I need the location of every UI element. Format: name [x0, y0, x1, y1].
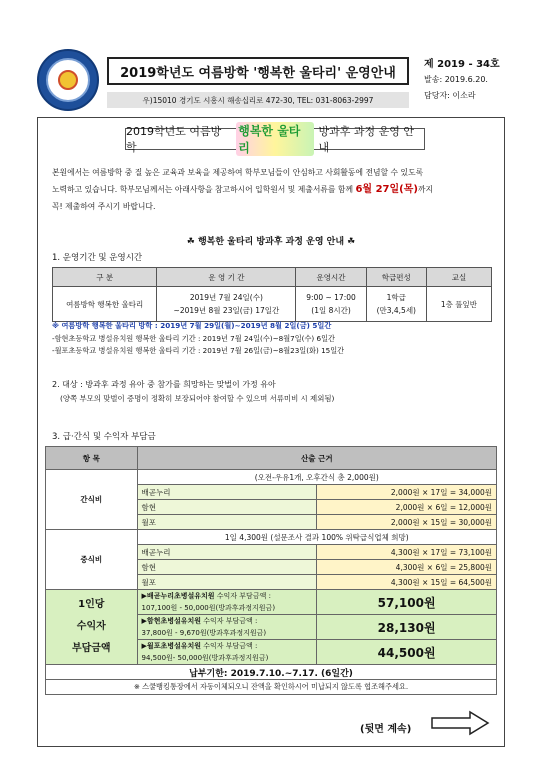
col-item: 항 목: [46, 447, 138, 470]
intro-line-1: 본원에서는 여름방학 중 질 높은 교육과 보육을 제공하여 학부모님들이 안심하고 사회활동에 전념할 수 있도록: [52, 168, 424, 177]
col-class: 학급편성: [366, 268, 426, 287]
section2-heading: 2. 대상 : 방과후 과정 유아 중 참가를 희망하는 맞벌이 가정 유아: [52, 380, 276, 389]
time-cell: 9:00 ~ 17:00 (1일 8시간): [296, 287, 366, 322]
note-wolpo: -월포초등학교 병설유치원 행복한 울타리 기간 : 2019년 7월 26일(금)~8월23일(화) 15일간: [52, 346, 345, 355]
kind-cell: 여름방학 행복한 울타리: [53, 287, 157, 322]
col-basis: 산출 근거: [137, 447, 496, 470]
table-row: 함현 2,000원 × 6일 = 12,000원: [46, 500, 497, 515]
page-title: 2019학년도 여름방학 '행복한 울타리' 운영안내: [107, 57, 409, 85]
per-person-calc: ▶함현초병설유치원 수익자 부담금액 : 37,800원 - 9,670원(방과후과정지원금): [137, 615, 317, 640]
room-cell: 1층 풀잎반: [426, 287, 491, 322]
note-hamhyeon: -함현초등학교 병설유치원 행복한 울타리 기간 : 2019년 7월 24일(수)~8월7일(수) 6일간: [52, 333, 335, 343]
col-time: 운영시간: [296, 268, 366, 287]
snack-note: (오전-우유1개, 오후간식 총 2,000원): [137, 470, 496, 485]
continued-label: (뒷면 계속): [360, 724, 412, 735]
table-row: 월포 4,300원 × 15일 = 64,500원: [46, 575, 497, 590]
intro-paragraph: [52, 164, 492, 215]
fee-table: [45, 446, 497, 695]
table-row: 월포 2,000원 × 15일 = 30,000원: [46, 515, 497, 530]
per-person-amount: 44,500원: [317, 640, 497, 665]
intro-line-3: 꼭! 제출하여 주시기 바랍니다.: [52, 202, 156, 211]
school-address: 우)15010 경기도 시흥시 해송십리로 472-30, TEL: 031-8063-2997: [107, 92, 409, 108]
intro-line-2: 노력하고 있습니다. 학부모님께서는 아래사항을 참고하시어 입학원서 및 제출서류를 함께 6월 27일(목)까지: [52, 184, 434, 195]
col-kind: 구 분: [53, 268, 157, 287]
per-person-calc: ▶월포초병설유치원 수익자 부담금액 : 94,500원- 50,000원(방과후과정지원금): [137, 640, 317, 665]
deadline-date: 6월 27일(목): [355, 184, 418, 195]
table-row: [53, 287, 492, 322]
table-row: [46, 590, 497, 615]
schedule-notes: [52, 320, 492, 358]
class-cell: 1학급 (만3,4,5세): [366, 287, 426, 322]
table-row: 배곧누리 4,300원 × 17일 = 73,100원: [46, 545, 497, 560]
schedule-table: [52, 267, 492, 322]
table-row: 배곧누리 2,000원 × 17일 = 34,000원: [46, 485, 497, 500]
meal-note: 1일 4,300원 (설문조사 결과 100% 위탁급식업체 희망): [137, 530, 496, 545]
per-person-amount: 57,100원: [317, 590, 497, 615]
notice-title-pre: 2019학년도 여름방학: [126, 125, 222, 154]
section1-heading: 1. 운영기간 및 운영시간: [52, 253, 143, 263]
payment-deadline: 납부기한: 2019.7.10.~7.17. (6일간): [46, 665, 497, 680]
issue-date: 발송: 2019.6.20.: [424, 75, 488, 84]
period-cell: 2019년 7월 24일(수) ~2019년 8월 23일(금) 17일간: [157, 287, 296, 322]
snack-label: 간식비: [46, 470, 138, 530]
per-person-label: 1인당 수익자 부담금액: [46, 590, 138, 665]
section3-heading: 3. 급·간식 및 수익자 부담금: [52, 432, 156, 442]
per-person-amount: 28,130원: [317, 615, 497, 640]
section2-note: (양쪽 부모의 맞벌이 증명이 정확히 보장되어야 참여할 수 있으며 서류미비 시 제외됨): [60, 394, 335, 403]
notice-title-post: 방과후 과정 운영 안내: [318, 125, 415, 154]
per-person-calc: ▶배곧누리초병설유치원 수익자 부담금액 : 107,100원 - 50,000원(방과후과정지원금): [137, 590, 317, 615]
col-room: 교실: [426, 268, 491, 287]
col-period: 운 영 기 간: [157, 268, 296, 287]
program-logo: 행복한 울타리: [236, 122, 313, 156]
document-number: 제 2019 - 34호: [424, 59, 500, 70]
manager-name: 담당자: 이소라: [424, 91, 476, 100]
arrow-right-icon: [430, 710, 490, 736]
note-main: ※ 여름방학 행복한 울타리 방학 : 2019년 7월 29일(월)~2019년 8월 2일(금) 5일간: [52, 321, 332, 330]
table-row: 함현 4,300원 × 6일 = 25,800원: [46, 560, 497, 575]
program-subheading: ☘ 행복한 울타리 방과후 과정 운영 안내 ☘: [186, 237, 356, 247]
meal-label: 중식비: [46, 530, 138, 590]
school-logo: [37, 49, 99, 111]
notice-title: [125, 124, 425, 155]
auto-transfer-note: ※ 스쿨뱅킹통장에서 자동이체되오니 잔액을 확인하시어 미납되지 않도록 협조해주세요.: [46, 680, 497, 695]
